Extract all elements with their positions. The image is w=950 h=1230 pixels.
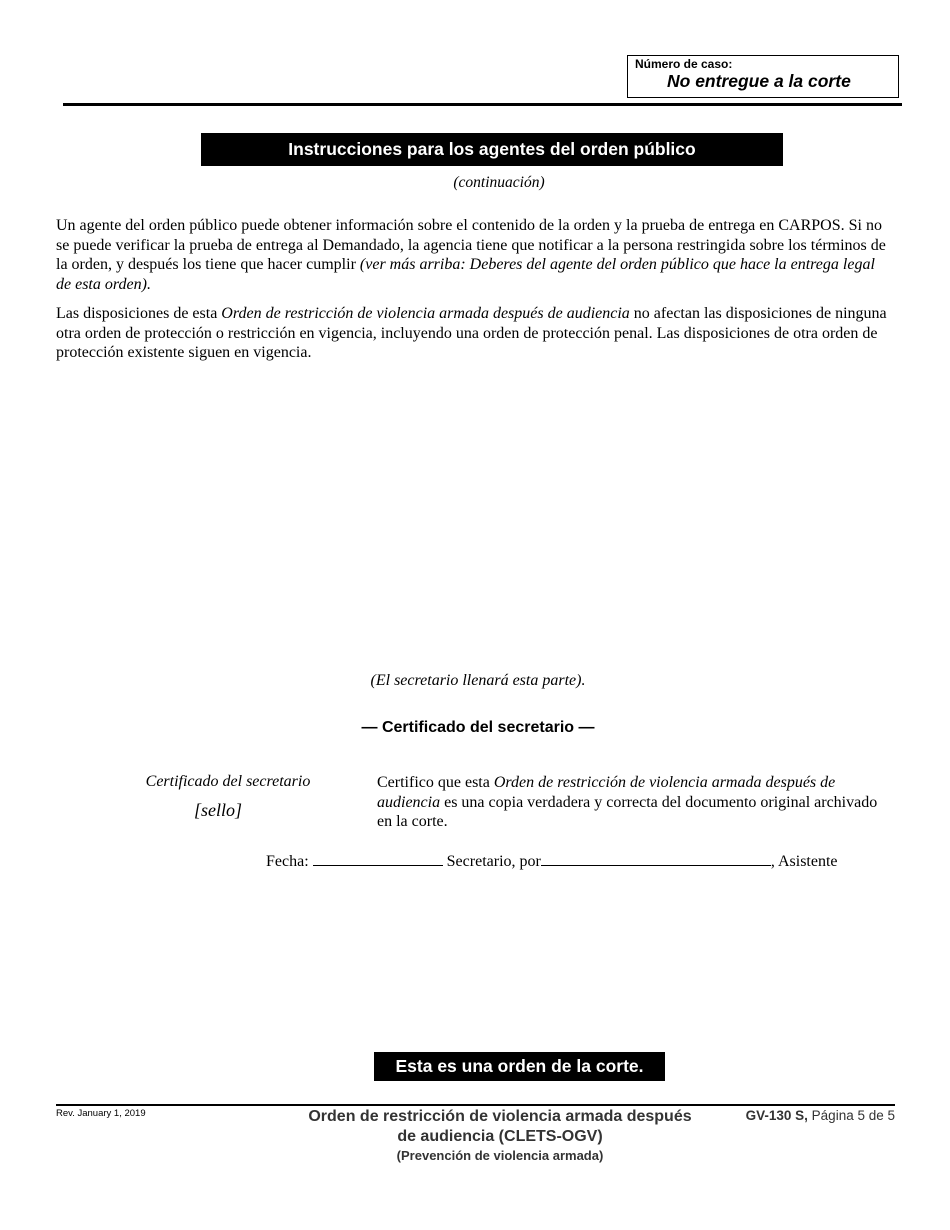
seal-label: Certificado del secretario — [145, 773, 311, 790]
clerk-fill-note: (El secretario llenará esta parte). — [370, 672, 586, 689]
date-field[interactable] — [313, 851, 443, 866]
paragraph-carpos — [56, 216, 888, 294]
continuation-note: (continuación) — [453, 174, 545, 191]
section-title: Instrucciones para los agentes del orden público — [201, 133, 783, 166]
seal-placeholder: [sello] — [193, 800, 242, 820]
paragraph-provisions — [56, 304, 888, 363]
certification-statement — [377, 773, 882, 832]
form-title — [270, 1107, 730, 1164]
footer-divider — [56, 1104, 895, 1106]
page-number: Página 5 de 5 — [811, 1108, 895, 1123]
paragraph-provisions-text-a: Las disposiciones de esta — [56, 305, 222, 322]
revision-date: Rev. January 1, 2019 — [56, 1108, 146, 1119]
case-number-label: Número de caso: — [635, 57, 733, 71]
form-code: GV-130 S, — [745, 1108, 808, 1123]
case-number-box — [627, 55, 899, 98]
paragraph-carpos-text: Un agente del orden público puede obtener información sobre el contenido de la orden y la prueba de entrega en CARPOS. Si no se puede verificar la prueba de entrega al Demandado, la agencia tiene que notificar a la persona restringida sobre los términos de la orden, y después los tiene que hacer cumplir — [56, 217, 886, 273]
certify-text-a: Certifico que esta — [377, 774, 494, 791]
certify-italic: Orden de restricción de violencia armada después de audiencia — [377, 774, 836, 811]
certify-text-b: es una copia verdadera y correcta del documento original archivado en la corte. — [377, 793, 878, 830]
paragraph-provisions-text-b: no afectan las disposiciones de ninguna otra orden de protección o restricción en vigencia, incluyendo una orden de protección penal. Las disposiciones de otra orden de protección existente siguen en vigencia. — [56, 305, 887, 361]
signature-line — [266, 851, 906, 871]
form-title-line1: Orden de restricción de violencia armada después — [308, 1108, 692, 1125]
header-divider — [63, 103, 902, 106]
paragraph-provisions-italic: Orden de restricción de violencia armada después de audiencia — [221, 305, 630, 322]
form-identifier — [720, 1108, 895, 1123]
paragraph-carpos-italic: (ver más arriba: Deberes del agente del orden público que hace la entrega legal de esta orden). — [56, 256, 875, 293]
form-subtitle: (Prevención de violencia armada) — [396, 1148, 604, 1163]
clerk-signature-field[interactable] — [541, 851, 771, 866]
form-title-line2: de audiencia (CLETS-OGV) — [397, 1128, 603, 1145]
case-number-value: No entregue a la corte — [667, 71, 851, 91]
clerk-label: Secretario, por — [446, 853, 541, 870]
date-label: Fecha: — [266, 853, 309, 870]
deputy-label: , Asistente — [770, 853, 838, 870]
court-order-banner: Esta es una orden de la corte. — [374, 1052, 665, 1081]
clerk-certificate-heading: — Certificado del secretario — — [361, 719, 595, 736]
